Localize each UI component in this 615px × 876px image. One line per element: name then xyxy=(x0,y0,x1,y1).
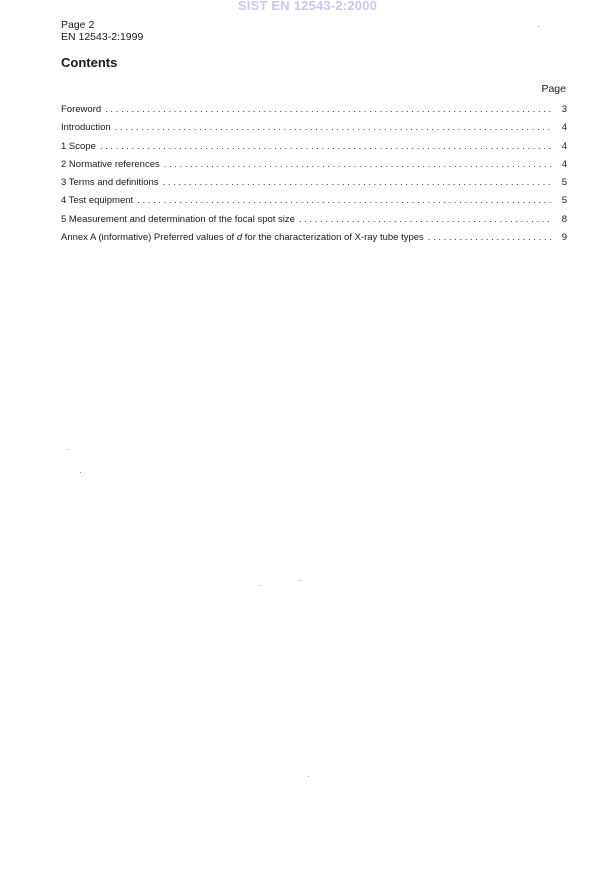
toc-entry-label: 5 Measurement and determination of the focal spot size xyxy=(61,213,295,225)
toc-entry-page: 4 xyxy=(561,140,567,152)
leader-dots xyxy=(299,214,551,225)
toc-entry-label: Introduction xyxy=(61,122,111,134)
toc-entry-label: Foreword xyxy=(61,104,102,115)
label-prefix: Annex A (informative) Preferred values of xyxy=(61,232,237,244)
toc-entry-foreword[interactable] xyxy=(61,104,567,122)
toc-entry-label xyxy=(61,232,424,243)
leader-dots xyxy=(163,177,551,188)
page-number: Page 2 xyxy=(61,19,95,31)
leader-dots xyxy=(164,159,551,170)
scan-speck xyxy=(308,776,309,777)
table-of-contents xyxy=(61,104,567,250)
leader-dots xyxy=(105,104,551,115)
toc-entry-label: 2 Normative references xyxy=(61,158,160,170)
toc-entry-introduction[interactable] xyxy=(61,122,567,140)
page-header xyxy=(61,19,143,43)
toc-entry-normative-references[interactable] xyxy=(61,159,567,177)
toc-entry-page: 9 xyxy=(561,232,567,244)
toc-entry-page: 3 xyxy=(561,104,567,115)
toc-entry-page: 4 xyxy=(561,158,567,170)
scan-speck xyxy=(80,472,81,473)
toc-entry-label: 1 Scope xyxy=(61,140,96,152)
label-suffix: for the characterization of X-ray tube types xyxy=(242,232,424,244)
toc-entry-label: 4 Test equipment xyxy=(61,195,134,207)
toc-entry-annex-a[interactable] xyxy=(61,232,567,250)
label-italic-symbol: d xyxy=(236,232,243,244)
leader-dots xyxy=(100,141,551,152)
contents-title: Contents xyxy=(61,55,118,70)
scan-speck xyxy=(300,580,301,581)
leader-dots xyxy=(428,232,551,243)
scan-speck xyxy=(538,26,539,27)
toc-entry-scope[interactable] xyxy=(61,141,567,159)
toc-entry-page: 4 xyxy=(561,122,567,134)
scan-speck xyxy=(260,585,261,586)
leader-dots xyxy=(137,195,551,206)
page-column-label: Page xyxy=(541,83,566,95)
toc-entry-page: 5 xyxy=(561,195,567,207)
toc-entry-page: 5 xyxy=(561,177,567,189)
toc-entry-page: 8 xyxy=(561,213,567,225)
scan-speck xyxy=(67,449,68,450)
toc-entry-measurement[interactable] xyxy=(61,214,567,232)
toc-entry-label: 3 Terms and definitions xyxy=(61,177,159,189)
watermark: SIST EN 12543-2:2000 xyxy=(237,0,378,13)
toc-entry-terms-and-definitions[interactable] xyxy=(61,177,567,195)
toc-entry-test-equipment[interactable] xyxy=(61,195,567,213)
standard-number: EN 12543-2:1999 xyxy=(61,31,144,43)
leader-dots xyxy=(115,122,551,133)
